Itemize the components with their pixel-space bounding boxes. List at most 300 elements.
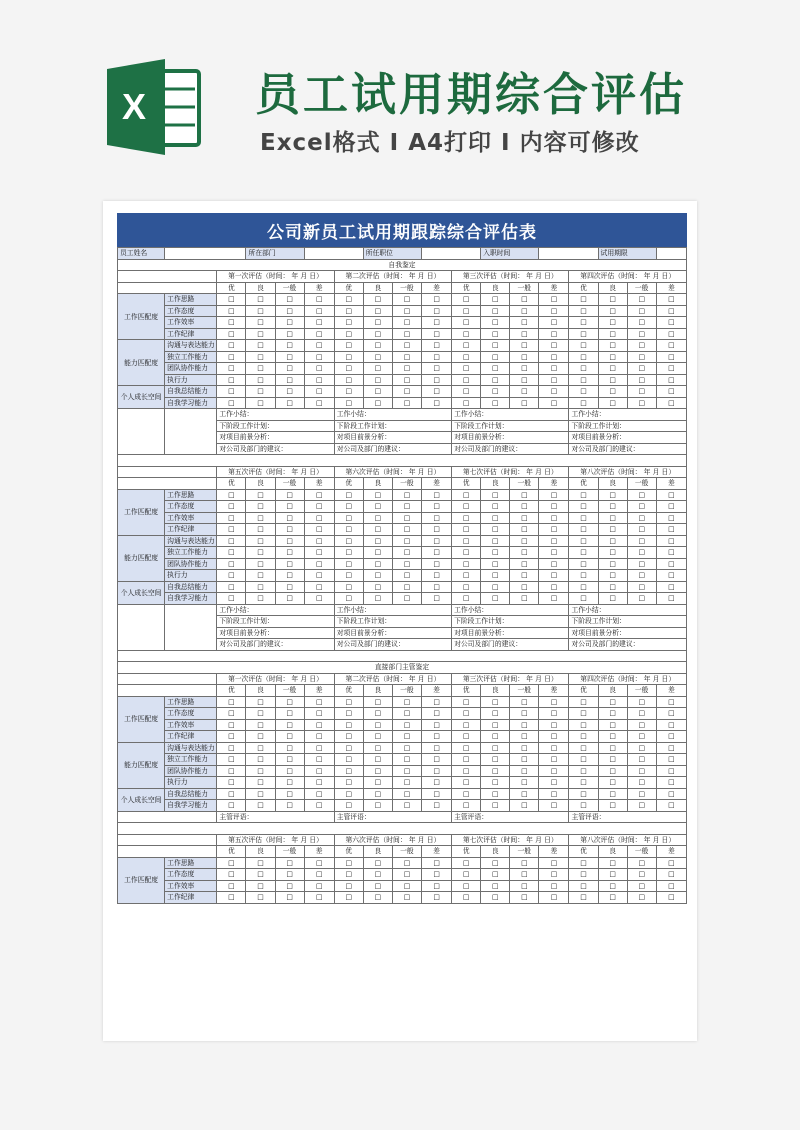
- rating-checkbox[interactable]: □: [392, 524, 421, 536]
- rating-checkbox[interactable]: □: [481, 397, 510, 409]
- note-field[interactable]: 对项目前景分析：: [334, 627, 451, 639]
- rating-checkbox[interactable]: □: [334, 754, 363, 766]
- rating-checkbox[interactable]: □: [452, 363, 481, 375]
- rating-checkbox[interactable]: □: [539, 305, 569, 317]
- rating-checkbox[interactable]: □: [481, 340, 510, 352]
- rating-checkbox[interactable]: □: [217, 742, 246, 754]
- rating-checkbox[interactable]: □: [510, 857, 539, 869]
- rating-checkbox[interactable]: □: [510, 754, 539, 766]
- info-value[interactable]: [656, 248, 686, 260]
- rating-checkbox[interactable]: □: [510, 696, 539, 708]
- rating-checkbox[interactable]: □: [510, 512, 539, 524]
- rating-checkbox[interactable]: □: [656, 535, 686, 547]
- rating-checkbox[interactable]: □: [452, 524, 481, 536]
- rating-checkbox[interactable]: □: [539, 570, 569, 582]
- rating-checkbox[interactable]: □: [452, 696, 481, 708]
- rating-checkbox[interactable]: □: [539, 363, 569, 375]
- rating-checkbox[interactable]: □: [304, 696, 334, 708]
- rating-checkbox[interactable]: □: [392, 892, 421, 904]
- rating-checkbox[interactable]: □: [569, 570, 598, 582]
- rating-checkbox[interactable]: □: [598, 742, 627, 754]
- rating-checkbox[interactable]: □: [598, 317, 627, 329]
- rating-checkbox[interactable]: □: [598, 581, 627, 593]
- rating-checkbox[interactable]: □: [275, 397, 304, 409]
- rating-checkbox[interactable]: □: [217, 512, 246, 524]
- rating-checkbox[interactable]: □: [217, 501, 246, 513]
- rating-checkbox[interactable]: □: [217, 581, 246, 593]
- rating-checkbox[interactable]: □: [392, 489, 421, 501]
- rating-checkbox[interactable]: □: [569, 547, 598, 559]
- rating-checkbox[interactable]: □: [569, 340, 598, 352]
- rating-checkbox[interactable]: □: [363, 317, 392, 329]
- rating-checkbox[interactable]: □: [510, 374, 539, 386]
- rating-checkbox[interactable]: □: [421, 374, 451, 386]
- rating-checkbox[interactable]: □: [363, 374, 392, 386]
- rating-checkbox[interactable]: □: [539, 351, 569, 363]
- rating-checkbox[interactable]: □: [363, 800, 392, 812]
- rating-checkbox[interactable]: □: [539, 547, 569, 559]
- rating-checkbox[interactable]: □: [598, 397, 627, 409]
- rating-checkbox[interactable]: □: [334, 570, 363, 582]
- rating-checkbox[interactable]: □: [627, 731, 656, 743]
- rating-checkbox[interactable]: □: [217, 708, 246, 720]
- rating-checkbox[interactable]: □: [656, 742, 686, 754]
- rating-checkbox[interactable]: □: [627, 328, 656, 340]
- rating-checkbox[interactable]: □: [452, 397, 481, 409]
- rating-checkbox[interactable]: □: [363, 696, 392, 708]
- rating-checkbox[interactable]: □: [510, 788, 539, 800]
- rating-checkbox[interactable]: □: [363, 512, 392, 524]
- rating-checkbox[interactable]: □: [246, 788, 275, 800]
- rating-checkbox[interactable]: □: [452, 351, 481, 363]
- rating-checkbox[interactable]: □: [510, 363, 539, 375]
- rating-checkbox[interactable]: □: [481, 547, 510, 559]
- note-field[interactable]: 对公司及部门的建议：: [569, 639, 687, 651]
- rating-checkbox[interactable]: □: [246, 696, 275, 708]
- rating-checkbox[interactable]: □: [569, 765, 598, 777]
- rating-checkbox[interactable]: □: [334, 374, 363, 386]
- rating-checkbox[interactable]: □: [510, 570, 539, 582]
- rating-checkbox[interactable]: □: [217, 731, 246, 743]
- rating-checkbox[interactable]: □: [539, 374, 569, 386]
- note-field[interactable]: 工作小结：: [334, 604, 451, 616]
- rating-checkbox[interactable]: □: [656, 593, 686, 605]
- rating-checkbox[interactable]: □: [569, 731, 598, 743]
- rating-checkbox[interactable]: □: [246, 397, 275, 409]
- rating-checkbox[interactable]: □: [304, 765, 334, 777]
- rating-checkbox[interactable]: □: [539, 892, 569, 904]
- note-field[interactable]: 下阶段工作计划：: [569, 420, 687, 432]
- rating-checkbox[interactable]: □: [598, 501, 627, 513]
- rating-checkbox[interactable]: □: [392, 593, 421, 605]
- rating-checkbox[interactable]: □: [452, 880, 481, 892]
- rating-checkbox[interactable]: □: [275, 512, 304, 524]
- note-field[interactable]: 下阶段工作计划：: [334, 616, 451, 628]
- rating-checkbox[interactable]: □: [598, 892, 627, 904]
- rating-checkbox[interactable]: □: [598, 754, 627, 766]
- rating-checkbox[interactable]: □: [334, 317, 363, 329]
- rating-checkbox[interactable]: □: [304, 788, 334, 800]
- rating-checkbox[interactable]: □: [539, 512, 569, 524]
- rating-checkbox[interactable]: □: [510, 386, 539, 398]
- rating-checkbox[interactable]: □: [421, 524, 451, 536]
- rating-checkbox[interactable]: □: [217, 788, 246, 800]
- rating-checkbox[interactable]: □: [421, 340, 451, 352]
- rating-checkbox[interactable]: □: [363, 593, 392, 605]
- rating-checkbox[interactable]: □: [217, 374, 246, 386]
- note-field[interactable]: 对项目前景分析：: [334, 432, 451, 444]
- rating-checkbox[interactable]: □: [246, 524, 275, 536]
- rating-checkbox[interactable]: □: [656, 340, 686, 352]
- rating-checkbox[interactable]: □: [304, 501, 334, 513]
- rating-checkbox[interactable]: □: [656, 708, 686, 720]
- rating-checkbox[interactable]: □: [246, 869, 275, 881]
- rating-checkbox[interactable]: □: [392, 501, 421, 513]
- note-field[interactable]: 对项目前景分析：: [217, 432, 334, 444]
- rating-checkbox[interactable]: □: [656, 397, 686, 409]
- rating-checkbox[interactable]: □: [481, 512, 510, 524]
- rating-checkbox[interactable]: □: [246, 857, 275, 869]
- rating-checkbox[interactable]: □: [392, 558, 421, 570]
- rating-checkbox[interactable]: □: [656, 892, 686, 904]
- rating-checkbox[interactable]: □: [627, 857, 656, 869]
- rating-checkbox[interactable]: □: [539, 777, 569, 789]
- rating-checkbox[interactable]: □: [421, 363, 451, 375]
- rating-checkbox[interactable]: □: [452, 535, 481, 547]
- rating-checkbox[interactable]: □: [452, 892, 481, 904]
- rating-checkbox[interactable]: □: [275, 570, 304, 582]
- rating-checkbox[interactable]: □: [246, 765, 275, 777]
- rating-checkbox[interactable]: □: [421, 305, 451, 317]
- rating-checkbox[interactable]: □: [217, 857, 246, 869]
- rating-checkbox[interactable]: □: [275, 535, 304, 547]
- rating-checkbox[interactable]: □: [334, 351, 363, 363]
- rating-checkbox[interactable]: □: [627, 547, 656, 559]
- rating-checkbox[interactable]: □: [452, 777, 481, 789]
- rating-checkbox[interactable]: □: [421, 869, 451, 881]
- rating-checkbox[interactable]: □: [539, 317, 569, 329]
- rating-checkbox[interactable]: □: [275, 719, 304, 731]
- rating-checkbox[interactable]: □: [510, 397, 539, 409]
- rating-checkbox[interactable]: □: [363, 340, 392, 352]
- rating-checkbox[interactable]: □: [421, 489, 451, 501]
- rating-checkbox[interactable]: □: [656, 294, 686, 306]
- rating-checkbox[interactable]: □: [246, 363, 275, 375]
- rating-checkbox[interactable]: □: [627, 777, 656, 789]
- rating-checkbox[interactable]: □: [304, 294, 334, 306]
- rating-checkbox[interactable]: □: [363, 547, 392, 559]
- rating-checkbox[interactable]: □: [539, 788, 569, 800]
- rating-checkbox[interactable]: □: [481, 317, 510, 329]
- rating-checkbox[interactable]: □: [481, 857, 510, 869]
- rating-checkbox[interactable]: □: [656, 547, 686, 559]
- rating-checkbox[interactable]: □: [421, 328, 451, 340]
- rating-checkbox[interactable]: □: [275, 800, 304, 812]
- rating-checkbox[interactable]: □: [452, 317, 481, 329]
- rating-checkbox[interactable]: □: [334, 547, 363, 559]
- rating-checkbox[interactable]: □: [598, 489, 627, 501]
- rating-checkbox[interactable]: □: [539, 328, 569, 340]
- rating-checkbox[interactable]: □: [334, 558, 363, 570]
- rating-checkbox[interactable]: □: [510, 317, 539, 329]
- rating-checkbox[interactable]: □: [217, 294, 246, 306]
- rating-checkbox[interactable]: □: [656, 328, 686, 340]
- rating-checkbox[interactable]: □: [510, 294, 539, 306]
- rating-checkbox[interactable]: □: [510, 593, 539, 605]
- rating-checkbox[interactable]: □: [421, 593, 451, 605]
- rating-checkbox[interactable]: □: [481, 294, 510, 306]
- rating-checkbox[interactable]: □: [304, 386, 334, 398]
- rating-checkbox[interactable]: □: [598, 328, 627, 340]
- info-value[interactable]: [304, 248, 363, 260]
- rating-checkbox[interactable]: □: [598, 386, 627, 398]
- rating-checkbox[interactable]: □: [569, 708, 598, 720]
- rating-checkbox[interactable]: □: [363, 581, 392, 593]
- rating-checkbox[interactable]: □: [275, 892, 304, 904]
- rating-checkbox[interactable]: □: [421, 719, 451, 731]
- rating-checkbox[interactable]: □: [481, 880, 510, 892]
- rating-checkbox[interactable]: □: [246, 547, 275, 559]
- rating-checkbox[interactable]: □: [363, 731, 392, 743]
- rating-checkbox[interactable]: □: [598, 535, 627, 547]
- rating-checkbox[interactable]: □: [481, 719, 510, 731]
- rating-checkbox[interactable]: □: [246, 581, 275, 593]
- rating-checkbox[interactable]: □: [627, 892, 656, 904]
- rating-checkbox[interactable]: □: [510, 524, 539, 536]
- rating-checkbox[interactable]: □: [539, 524, 569, 536]
- rating-checkbox[interactable]: □: [334, 501, 363, 513]
- rating-checkbox[interactable]: □: [539, 535, 569, 547]
- rating-checkbox[interactable]: □: [275, 581, 304, 593]
- rating-checkbox[interactable]: □: [421, 754, 451, 766]
- note-field[interactable]: 下阶段工作计划：: [217, 616, 334, 628]
- rating-checkbox[interactable]: □: [598, 869, 627, 881]
- rating-checkbox[interactable]: □: [363, 880, 392, 892]
- rating-checkbox[interactable]: □: [656, 501, 686, 513]
- rating-checkbox[interactable]: □: [510, 535, 539, 547]
- rating-checkbox[interactable]: □: [627, 340, 656, 352]
- rating-checkbox[interactable]: □: [481, 328, 510, 340]
- rating-checkbox[interactable]: □: [627, 501, 656, 513]
- rating-checkbox[interactable]: □: [539, 340, 569, 352]
- rating-checkbox[interactable]: □: [510, 489, 539, 501]
- rating-checkbox[interactable]: □: [363, 742, 392, 754]
- rating-checkbox[interactable]: □: [539, 386, 569, 398]
- rating-checkbox[interactable]: □: [392, 374, 421, 386]
- rating-checkbox[interactable]: □: [363, 397, 392, 409]
- rating-checkbox[interactable]: □: [217, 880, 246, 892]
- rating-checkbox[interactable]: □: [275, 777, 304, 789]
- rating-checkbox[interactable]: □: [452, 857, 481, 869]
- rating-checkbox[interactable]: □: [656, 581, 686, 593]
- rating-checkbox[interactable]: □: [334, 742, 363, 754]
- rating-checkbox[interactable]: □: [598, 305, 627, 317]
- rating-checkbox[interactable]: □: [421, 397, 451, 409]
- rating-checkbox[interactable]: □: [510, 880, 539, 892]
- rating-checkbox[interactable]: □: [481, 305, 510, 317]
- rating-checkbox[interactable]: □: [481, 501, 510, 513]
- rating-checkbox[interactable]: □: [421, 570, 451, 582]
- rating-checkbox[interactable]: □: [656, 788, 686, 800]
- rating-checkbox[interactable]: □: [217, 593, 246, 605]
- rating-checkbox[interactable]: □: [304, 857, 334, 869]
- rating-checkbox[interactable]: □: [392, 294, 421, 306]
- rating-checkbox[interactable]: □: [304, 754, 334, 766]
- rating-checkbox[interactable]: □: [510, 892, 539, 904]
- rating-checkbox[interactable]: □: [627, 294, 656, 306]
- rating-checkbox[interactable]: □: [539, 742, 569, 754]
- rating-checkbox[interactable]: □: [598, 570, 627, 582]
- rating-checkbox[interactable]: □: [217, 719, 246, 731]
- rating-checkbox[interactable]: □: [539, 593, 569, 605]
- rating-checkbox[interactable]: □: [275, 363, 304, 375]
- rating-checkbox[interactable]: □: [392, 386, 421, 398]
- rating-checkbox[interactable]: □: [598, 800, 627, 812]
- rating-checkbox[interactable]: □: [217, 317, 246, 329]
- rating-checkbox[interactable]: □: [569, 788, 598, 800]
- note-field[interactable]: 对项目前景分析：: [217, 627, 334, 639]
- rating-checkbox[interactable]: □: [569, 593, 598, 605]
- rating-checkbox[interactable]: □: [481, 581, 510, 593]
- rating-checkbox[interactable]: □: [304, 363, 334, 375]
- rating-checkbox[interactable]: □: [598, 731, 627, 743]
- rating-checkbox[interactable]: □: [539, 397, 569, 409]
- rating-checkbox[interactable]: □: [334, 788, 363, 800]
- note-field[interactable]: 工作小结：: [334, 409, 451, 421]
- rating-checkbox[interactable]: □: [363, 754, 392, 766]
- rating-checkbox[interactable]: □: [275, 708, 304, 720]
- rating-checkbox[interactable]: □: [275, 788, 304, 800]
- rating-checkbox[interactable]: □: [246, 535, 275, 547]
- rating-checkbox[interactable]: □: [598, 857, 627, 869]
- rating-checkbox[interactable]: □: [421, 351, 451, 363]
- note-field[interactable]: 工作小结：: [217, 409, 334, 421]
- rating-checkbox[interactable]: □: [304, 742, 334, 754]
- rating-checkbox[interactable]: □: [481, 374, 510, 386]
- rating-checkbox[interactable]: □: [421, 788, 451, 800]
- rating-checkbox[interactable]: □: [246, 558, 275, 570]
- rating-checkbox[interactable]: □: [481, 386, 510, 398]
- rating-checkbox[interactable]: □: [421, 696, 451, 708]
- rating-checkbox[interactable]: □: [452, 558, 481, 570]
- rating-checkbox[interactable]: □: [275, 742, 304, 754]
- rating-checkbox[interactable]: □: [334, 800, 363, 812]
- rating-checkbox[interactable]: □: [569, 869, 598, 881]
- rating-checkbox[interactable]: □: [246, 892, 275, 904]
- rating-checkbox[interactable]: □: [421, 857, 451, 869]
- rating-checkbox[interactable]: □: [246, 777, 275, 789]
- rating-checkbox[interactable]: □: [569, 386, 598, 398]
- rating-checkbox[interactable]: □: [452, 386, 481, 398]
- rating-checkbox[interactable]: □: [656, 754, 686, 766]
- rating-checkbox[interactable]: □: [363, 535, 392, 547]
- rating-checkbox[interactable]: □: [363, 501, 392, 513]
- rating-checkbox[interactable]: □: [246, 719, 275, 731]
- rating-checkbox[interactable]: □: [452, 708, 481, 720]
- rating-checkbox[interactable]: □: [304, 593, 334, 605]
- rating-checkbox[interactable]: □: [598, 788, 627, 800]
- manager-comment-field[interactable]: 主管评语：: [217, 811, 334, 823]
- rating-checkbox[interactable]: □: [275, 524, 304, 536]
- rating-checkbox[interactable]: □: [627, 489, 656, 501]
- rating-checkbox[interactable]: □: [627, 708, 656, 720]
- rating-checkbox[interactable]: □: [334, 719, 363, 731]
- rating-checkbox[interactable]: □: [275, 374, 304, 386]
- rating-checkbox[interactable]: □: [334, 869, 363, 881]
- rating-checkbox[interactable]: □: [421, 777, 451, 789]
- rating-checkbox[interactable]: □: [627, 869, 656, 881]
- rating-checkbox[interactable]: □: [304, 524, 334, 536]
- manager-comment-field[interactable]: 主管评语：: [452, 811, 569, 823]
- rating-checkbox[interactable]: □: [275, 558, 304, 570]
- rating-checkbox[interactable]: □: [421, 547, 451, 559]
- rating-checkbox[interactable]: □: [510, 328, 539, 340]
- rating-checkbox[interactable]: □: [217, 754, 246, 766]
- rating-checkbox[interactable]: □: [421, 294, 451, 306]
- rating-checkbox[interactable]: □: [481, 765, 510, 777]
- rating-checkbox[interactable]: □: [363, 351, 392, 363]
- rating-checkbox[interactable]: □: [217, 800, 246, 812]
- rating-checkbox[interactable]: □: [217, 869, 246, 881]
- rating-checkbox[interactable]: □: [334, 363, 363, 375]
- rating-checkbox[interactable]: □: [598, 547, 627, 559]
- rating-checkbox[interactable]: □: [275, 317, 304, 329]
- rating-checkbox[interactable]: □: [481, 570, 510, 582]
- rating-checkbox[interactable]: □: [275, 880, 304, 892]
- rating-checkbox[interactable]: □: [275, 340, 304, 352]
- rating-checkbox[interactable]: □: [627, 305, 656, 317]
- rating-checkbox[interactable]: □: [481, 524, 510, 536]
- rating-checkbox[interactable]: □: [539, 581, 569, 593]
- rating-checkbox[interactable]: □: [275, 351, 304, 363]
- rating-checkbox[interactable]: □: [363, 892, 392, 904]
- note-field[interactable]: 工作小结：: [569, 604, 687, 616]
- rating-checkbox[interactable]: □: [275, 765, 304, 777]
- rating-checkbox[interactable]: □: [363, 857, 392, 869]
- rating-checkbox[interactable]: □: [481, 593, 510, 605]
- rating-checkbox[interactable]: □: [656, 317, 686, 329]
- rating-checkbox[interactable]: □: [304, 351, 334, 363]
- rating-checkbox[interactable]: □: [334, 892, 363, 904]
- rating-checkbox[interactable]: □: [334, 328, 363, 340]
- rating-checkbox[interactable]: □: [275, 754, 304, 766]
- rating-checkbox[interactable]: □: [598, 558, 627, 570]
- rating-checkbox[interactable]: □: [539, 501, 569, 513]
- rating-checkbox[interactable]: □: [656, 869, 686, 881]
- rating-checkbox[interactable]: □: [275, 869, 304, 881]
- rating-checkbox[interactable]: □: [392, 742, 421, 754]
- rating-checkbox[interactable]: □: [217, 535, 246, 547]
- rating-checkbox[interactable]: □: [481, 708, 510, 720]
- rating-checkbox[interactable]: □: [246, 754, 275, 766]
- rating-checkbox[interactable]: □: [656, 857, 686, 869]
- rating-checkbox[interactable]: □: [627, 788, 656, 800]
- rating-checkbox[interactable]: □: [656, 800, 686, 812]
- rating-checkbox[interactable]: □: [421, 317, 451, 329]
- rating-checkbox[interactable]: □: [452, 501, 481, 513]
- rating-checkbox[interactable]: □: [334, 386, 363, 398]
- note-field[interactable]: 对项目前景分析：: [452, 627, 569, 639]
- rating-checkbox[interactable]: □: [598, 765, 627, 777]
- rating-checkbox[interactable]: □: [569, 754, 598, 766]
- rating-checkbox[interactable]: □: [452, 800, 481, 812]
- rating-checkbox[interactable]: □: [452, 512, 481, 524]
- rating-checkbox[interactable]: □: [481, 777, 510, 789]
- rating-checkbox[interactable]: □: [598, 593, 627, 605]
- rating-checkbox[interactable]: □: [275, 696, 304, 708]
- rating-checkbox[interactable]: □: [363, 294, 392, 306]
- rating-checkbox[interactable]: □: [275, 547, 304, 559]
